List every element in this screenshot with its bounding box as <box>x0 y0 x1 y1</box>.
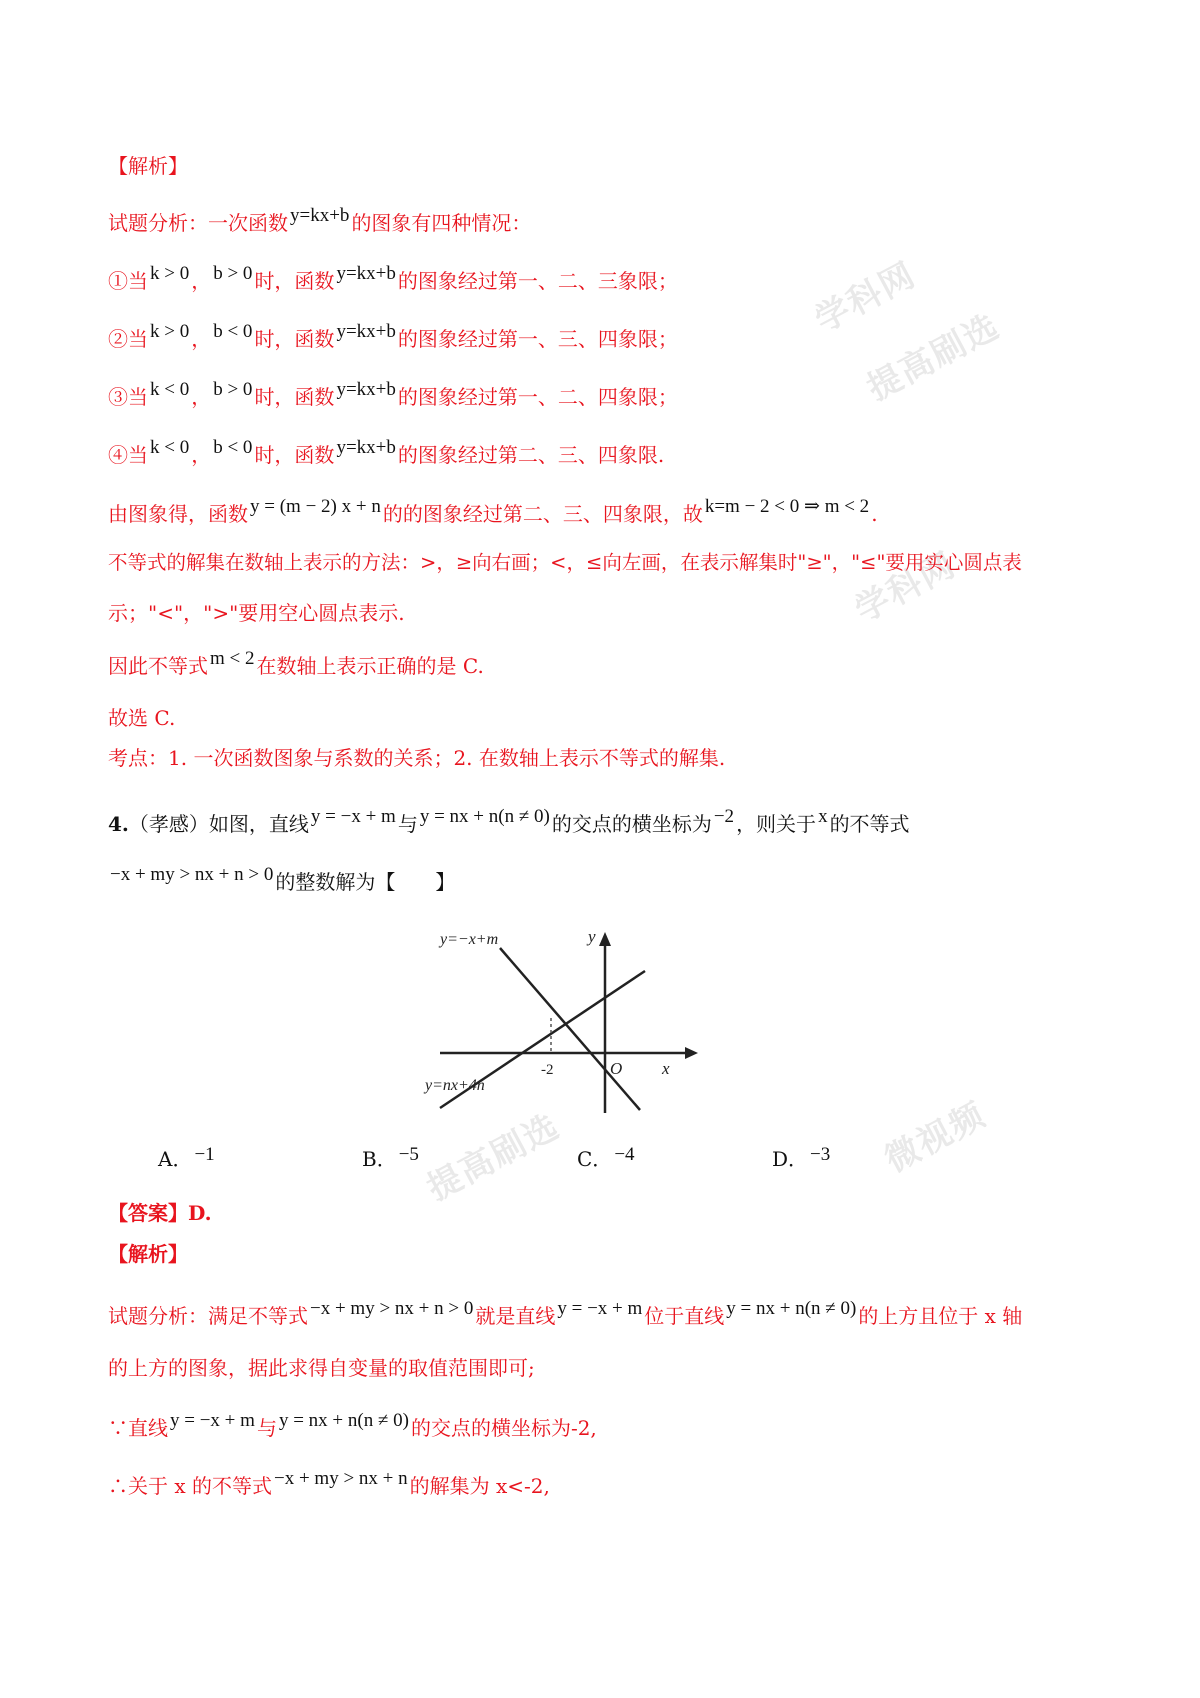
y-axis-arrow <box>599 932 611 946</box>
watermark: 提高刷选 <box>420 1106 567 1210</box>
y-axis-label: y <box>588 927 596 946</box>
x-axis-arrow <box>685 1047 698 1059</box>
case-2: ②当 k > 0 ， b < 0 时，函数 y=kx+b 的图象经过第一、三、四象限； <box>108 321 678 351</box>
watermark: 学科网 <box>848 544 963 631</box>
analysis-header-2: 【解析】 <box>108 1242 188 1266</box>
knowledge-points: 考点：1. 一次函数图象与系数的关系；2. 在数轴上表示不等式的解集. <box>108 746 726 770</box>
option-d: D． −3 <box>772 1144 831 1171</box>
analysis-header: 【解析】 <box>108 154 188 178</box>
watermark: 提高刷选 <box>860 306 1007 410</box>
option-c: C． −4 <box>577 1144 635 1171</box>
option-b: B． −5 <box>362 1144 419 1171</box>
analysis-2-line-1: 试题分析：满足不等式 −x + my > nx + n > 0 就是直线 y = −x + m 位于直线 y = nx + n(n ≠ 0) 的上方且位于 x 轴 <box>108 1298 1023 1328</box>
case-3: ③当 k < 0 ， b > 0 时，函数 y=kx+b 的图象经过第一、二、四象限； <box>108 379 678 409</box>
watermark: 微视频 <box>878 1094 993 1181</box>
case-4: ④当 k < 0 ， b < 0 时，函数 y=kx+b 的图象经过第二、三、四象限. <box>108 437 665 467</box>
x-axis-label: x <box>662 1059 670 1078</box>
numberline-method-cont: 示；"<"，">"要用空心圆点表示. <box>108 601 405 625</box>
label-line-bottom: y=nx+4n <box>425 1077 485 1094</box>
origin-label: O <box>610 1059 623 1078</box>
analysis-2-line-2: 的上方的图象，据此求得自变量的取值范围即可; <box>108 1356 535 1380</box>
choose-answer: 故选 C. <box>108 706 176 730</box>
numberline-method: 不等式的解集在数轴上表示的方法：>，≥向右画；<，≤向左画，在表示解集时"≥"，"≤"要用实心圆点表 <box>108 551 1022 574</box>
label-line-top: y=−x+m <box>440 931 499 948</box>
case-1: ①当 k > 0 ， b > 0 时，函数 y=kx+b 的图象经过第一、二、三象限； <box>108 263 678 293</box>
question-4: 4.（孝感）如图，直线 y = −x + m 与 y = nx + n(n ≠ 0) 的交点的横坐标为 −2 ，则关于 x 的不等式 <box>108 806 910 836</box>
tick-label: -2 <box>541 1062 554 1078</box>
analysis-2-line-4: ∴关于 x 的不等式 −x + my > nx + n 的解集为 x<-2, <box>108 1468 550 1498</box>
watermark: 学科网 <box>808 254 923 341</box>
line-neg-x-plus-m <box>500 948 640 1110</box>
graph-conclusion: 由图象得，函数 y = (m − 2) x + n 的的图象经过第二、三、四象限，故 k=m − 2 < 0 ⇒ m < 2 . <box>108 496 878 526</box>
inequality-answer: 因此不等式 m < 2 在数轴上表示正确的是 C. <box>108 648 484 678</box>
analysis-intro: 试题分析：一次函数 y=kx+b 的图象有四种情况： <box>108 205 532 235</box>
line-graph <box>425 927 740 1118</box>
option-a: A． −1 <box>158 1144 215 1171</box>
question-4-cont: −x + my > nx + n > 0 的整数解为【 】 <box>110 864 456 894</box>
analysis-2-line-3: ∵直线 y = −x + m 与 y = nx + n(n ≠ 0) 的交点的横坐标为-2, <box>108 1410 597 1440</box>
answer-line: 【答案】D. <box>108 1201 212 1225</box>
